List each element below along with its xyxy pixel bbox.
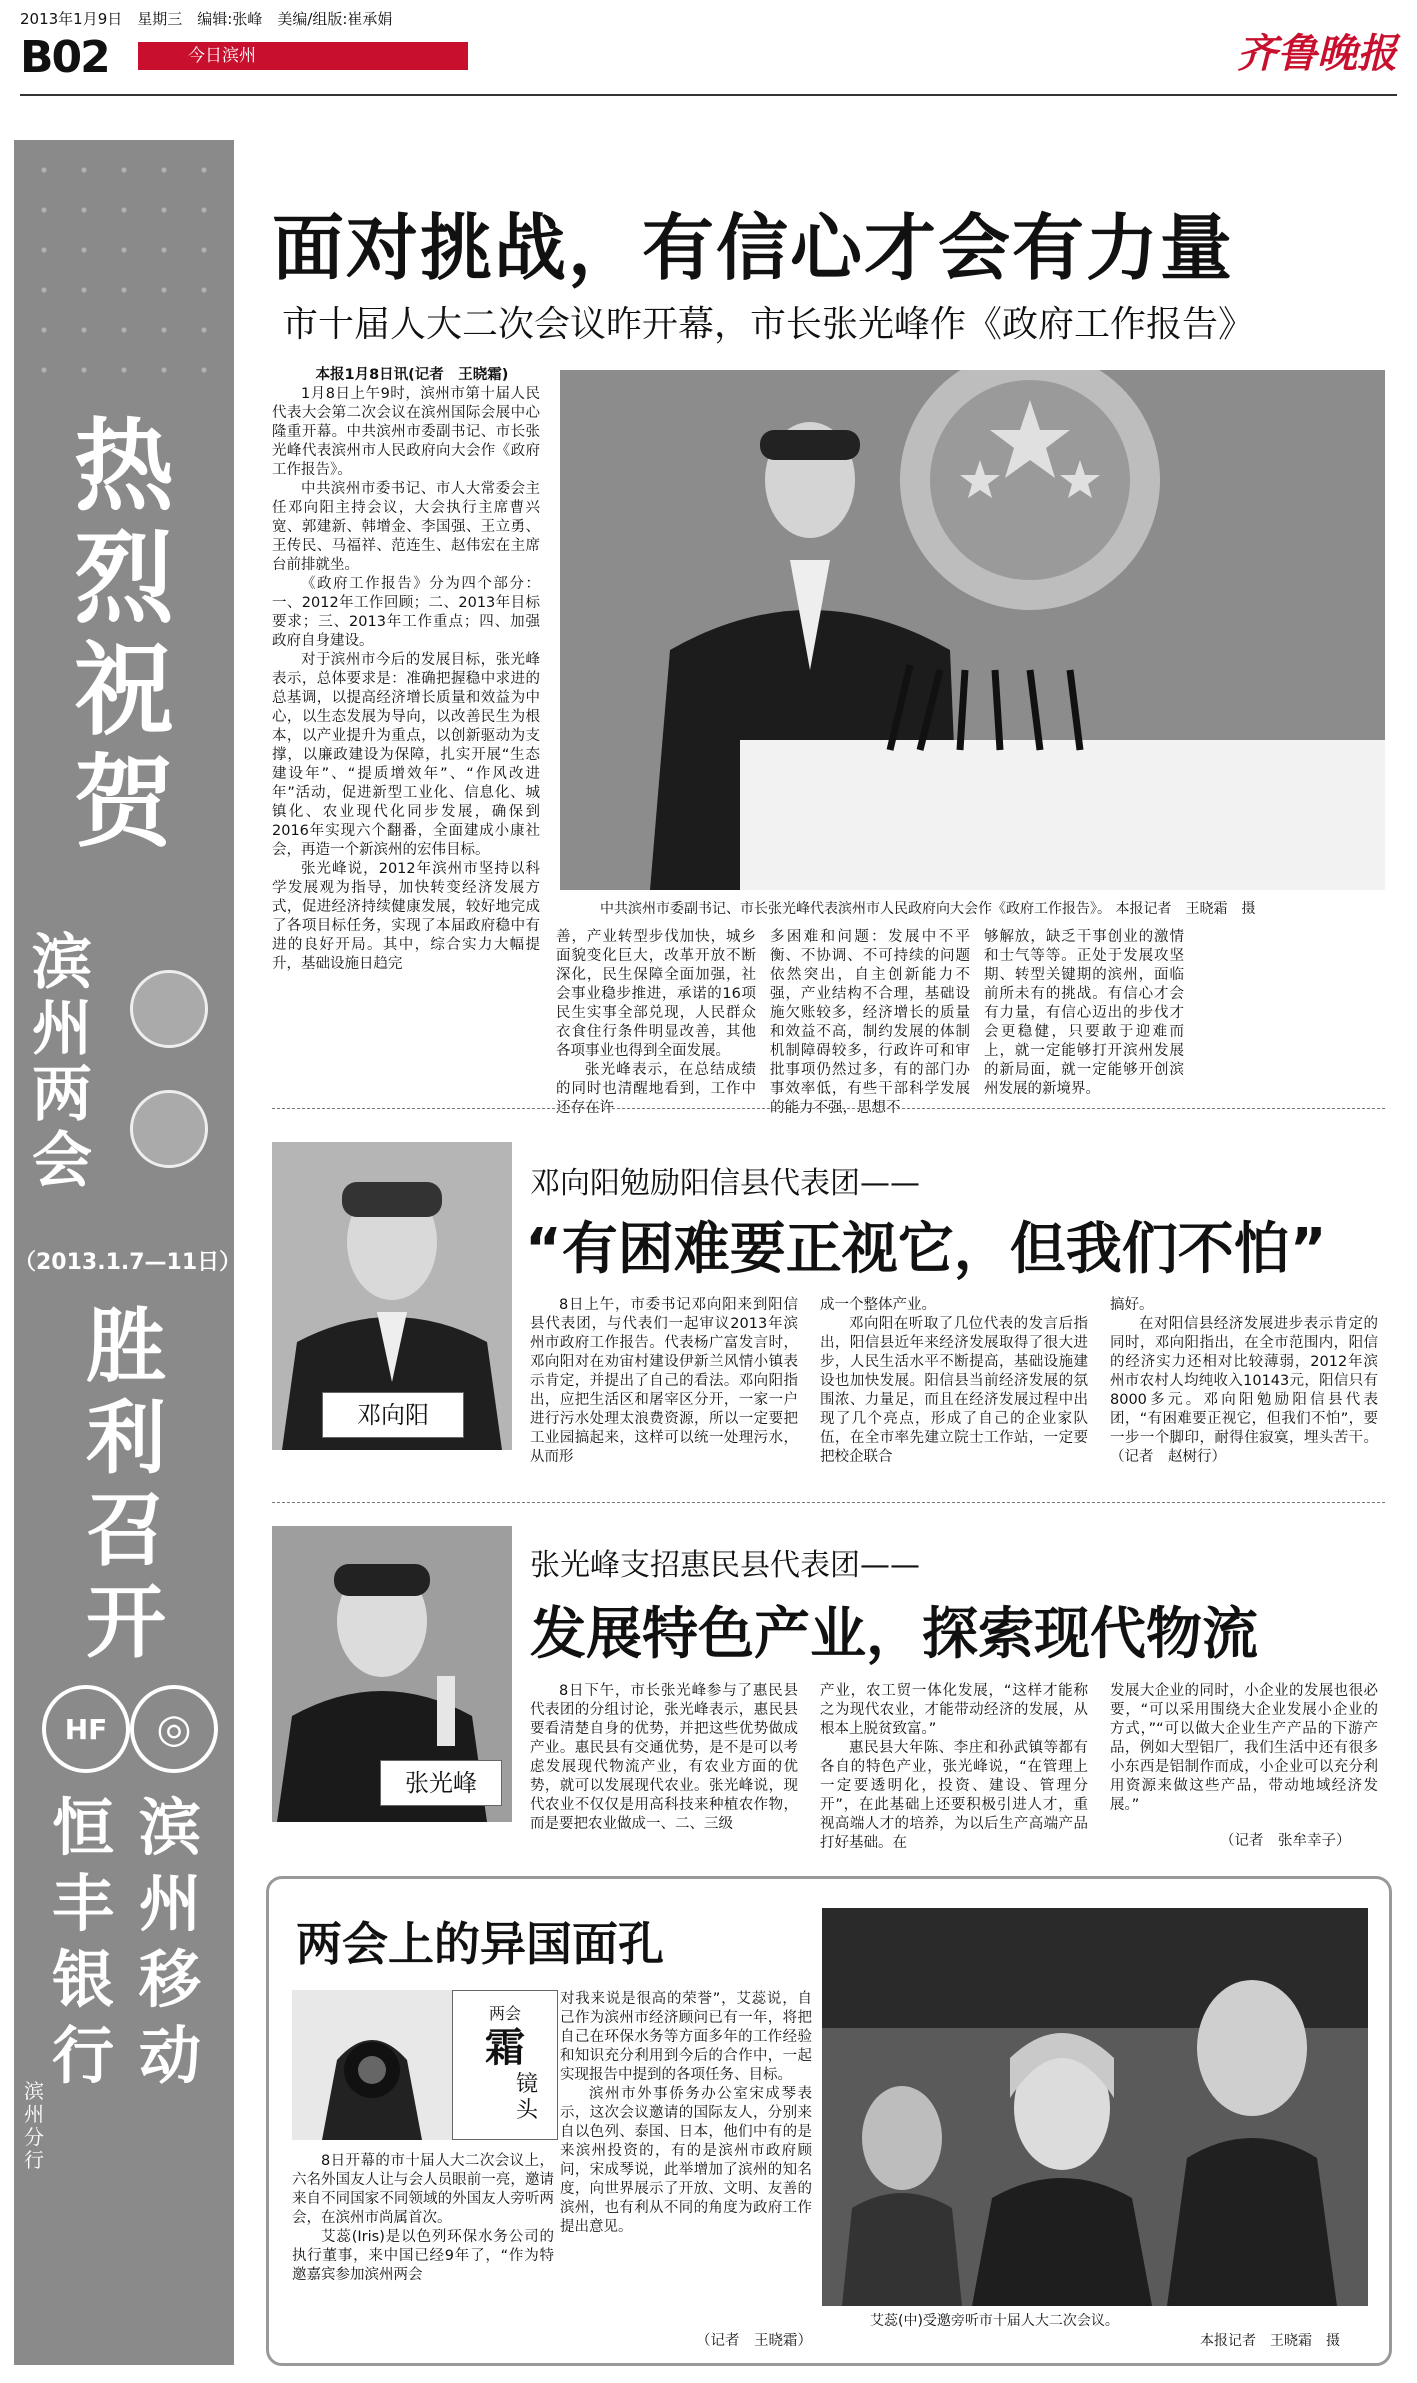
story2-paragraph: 8日上午，市委书记邓向阳来到阳信县代表团，与代表们一起审议2013年滨州市政府工作报告。代表杨广富发言时，邓向阳对在劝宙村建设伊新兰风情小镇表示肯定，并提出了自己的看法。邓向阳指出，应把生活区和屠宰区分开，一家一户进行污水处理太浪费资源，所以一定要把工业园搞起来，这样可以统一处理污水，从而形 [530, 1297, 798, 1465]
sidebar-char: 动 [138, 2019, 201, 2092]
sidebar-char: 胜 [86, 1299, 166, 1393]
story3-paragraph: 发展大企业的同时，小企业的发展也很必要，“可以采用围绕大企业发展小企业的方式，”“可以做大企业生产产品的下游产品，例如大型铝厂，我们生活中还有很多小东西是铝制作而成，小企业可以充分利用资源来做这些产品，带动地域经济发展。” [1110, 1683, 1378, 1813]
sidebar-char: 恒 [51, 1791, 114, 1864]
badge-top-text: 两会 [488, 2004, 521, 2023]
story3-headline: 发展特色产业，探索现代物流 [530, 1602, 1258, 1667]
lead-headline: 面对挑战，有信心才会有力量 [272, 206, 1235, 290]
china-mobile-logo: ◎ [130, 1685, 218, 1773]
story3-paragraph: 惠民县大年陈、李庄和孙武镇等都有各自的特色产业，张光峰说，“在管理上一定要透明化，投资、建设、管理分开”，在此基础上还要积极引进人才，重视高端人才的培养，为以后生产高端产品打好基础。在 [820, 1740, 1088, 1851]
sidebar-char: 利 [86, 1391, 166, 1485]
newspaper-logo: 齐鲁晚报 [1237, 30, 1397, 77]
lead-photo-caption: 中共滨州市委副书记、市长张光峰代表滨州市人民政府向大会作《政府工作报告》。 本报记者 王晓霜 摄 [600, 901, 1256, 917]
story4-column-left [292, 2152, 554, 2285]
story4-photo-credit: 本报记者 王晓霜 摄 [1200, 2333, 1340, 2349]
lead-byline: 本报1月8日讯(记者 王晓霜) [315, 367, 509, 383]
story3-column-1 [530, 1682, 798, 1834]
photographer-with-camera-image [292, 1990, 452, 2140]
story2-kicker: 邓向阳勉励阳信县代表团—— [530, 1166, 920, 1201]
sponsor-binzhou-mobile [135, 1790, 205, 2094]
story3-kicker: 张光峰支招惠民县代表团—— [530, 1548, 920, 1583]
sidebar-pattern [14, 140, 234, 400]
story4-column-right [560, 1990, 812, 2237]
conference-audience-image [822, 1908, 1368, 2306]
zhang-name-card: 张光峰 [380, 1760, 502, 1806]
lead-paragraph: 善，产业转型步伐加快，城乡面貌变化巨大，改革开放不断深化，民生保障全面加强，社会事业稳步推进，承诺的16项民生实事全部兑现，人民群众衣食住行条件明显改善，其他各项事业也得到全面发展。 [556, 929, 756, 1059]
sidebar-event [32, 930, 102, 1194]
sidebar-char: 滨 [138, 1791, 201, 1864]
bank-branch-label [22, 2080, 46, 2172]
sidebar-char: 滨 [32, 928, 92, 998]
reporter-photo [292, 1990, 452, 2140]
story2-paragraph: 搞好。 [1110, 1297, 1154, 1313]
sidebar-char: 祝 [74, 631, 174, 749]
sidebar-char: 滨 [24, 2079, 44, 2103]
header-rule [20, 94, 1397, 96]
sidebar-char: 热 [74, 407, 174, 525]
lead-photo [560, 370, 1385, 890]
story3-column-2 [820, 1682, 1088, 1853]
story2-column-2 [820, 1296, 1088, 1467]
deng-name-card: 邓向阳 [322, 1392, 464, 1438]
lead-column-1 [272, 366, 540, 974]
story2-paragraph: 成一个整体产业。 [820, 1297, 936, 1313]
story2-column-1 [530, 1296, 798, 1467]
lead-paragraph: 对于滨州市今后的发展目标，张光峰表示，总体要求是：准确把握稳中求进的总基调，以提高经济增长质量和效益为中心，以生态发展为导向，以改善民生为根本，以产业提升为重点，以创新驱动为支撑，以廉政建设为保障，扎实开展“生态建设年”、“提质增效年”、“作风改进年”活动，促进新型工业化、信息化、城镇化、农业现代化同步发展，确保到2016年实现六个翻番，全面建成小康社会，再造一个新滨州的宏伟目标。 [272, 652, 540, 858]
section-divider [272, 1502, 1385, 1503]
sidebar-success [56, 1300, 196, 1668]
sidebar-char: 烈 [74, 519, 174, 637]
sidebar-char: 开 [86, 1575, 166, 1669]
sidebar-celebrate [14, 407, 234, 861]
story3-column-3 [1110, 1682, 1378, 1815]
story4-paragraph: 对我来说是很高的荣誉”，艾蕊说，自己作为滨州市经济顾问已有一年，将把自己在环保水务等方面多年的工作经验和知识充分利用到今后的合作中，一起实现报告中提到的各项任务、目标。 [560, 1991, 812, 2083]
story4-paragraph: 滨州市外事侨务办公室宋成琴表示，这次会议邀请的国际友人，分别来自以色列、泰国、日本，他们中有的是来滨州投资的，有的是滨州市政府顾问，宋成琴说，此举增加了滨州的知名度，向世界展示了开放、文明、友善的滨州，也有利从不同的角度为政府工作提出意见。 [560, 2086, 812, 2235]
sidebar-char: 贺 [74, 743, 174, 861]
story3-byline: （记者 张牟幸子） [1220, 1833, 1351, 1849]
sidebar-char: 移 [138, 1943, 201, 2016]
sidebar-char: 州 [138, 1867, 201, 1940]
sidebar-char: 州 [24, 2102, 44, 2126]
sidebar-char: 会 [32, 1126, 92, 1196]
sponsor-hengfeng-bank [48, 1790, 118, 2094]
lead-paragraph: 多困难和问题：发展中不平衡、不协调、不可持续的问题依然突出，自主创新能力不强，产业结构不合理，基础设施欠账较多，经济增长的质量和效益不高，制约发展的体制机制障碍较多，行政许可和审批事项仍然过多，有的部门办事效率低，有些干部科学发展的能力不强，思想不 [770, 929, 970, 1116]
page-number: B02 [20, 32, 109, 83]
lead-paragraph: 中共滨州市委书记、市人大常委会主任邓向阳主持会议，大会执行主席曹兴宽、郭建新、韩增金、李国强、王立勇、王传民、马福祥、范连生、赵伟宏在主席台前排就坐。 [272, 481, 540, 573]
sidebar-char: 银 [51, 1943, 114, 2016]
sidebar-char: 两 [32, 1060, 92, 1130]
badge-bottom-text: 镜头 [515, 2072, 538, 2123]
story2-headline: “有困难要正视它，但我们不怕” [525, 1217, 1327, 1282]
issue-date-line: 2013年1月9日 星期三 编辑:张峰 美编/组版:崔承娟 [20, 10, 393, 28]
speaker-at-podium-image [560, 370, 1385, 890]
lead-subhead: 市十届人大二次会议昨开幕，市长张光峰作《政府工作报告》 [282, 304, 1255, 345]
story4-paragraph: 8日开幕的市十届人大二次会议上，六名外国友人让与会人员眼前一亮，邀请来自不同国家不同领域的外国友人旁听两会，在滨州市尚属首次。 [292, 2153, 554, 2226]
section-tag: 今日滨州 [138, 42, 468, 70]
lead-paragraph: 够解放，缺乏干事创业的激情和士气等等。正处于发展攻坚期、转型关键期的滨州，面临前所未有的挑战。有信心才会有力量，有信心迈出的步伐才会更稳健，只要敢于迎难而上，就一定能够打开滨州发展的新局面，就一定能够开创滨州发展的新境界。 [984, 929, 1184, 1097]
lead-column-4 [984, 928, 1184, 1099]
story2-paragraph: 在对阳信县经济发展进步表示肯定的同时，邓向阳指出，在全市范围内，阳信的经济实力还相对比较薄弱，2012年滨州市农村人均纯收入10143元，阳信只有8000多元。邓向阳勉励阳信县代表团，“有困难要正视它，但我们不怕”，要一步一个脚印，耐得住寂寞，埋头苦干。（记者 赵树行） [1110, 1316, 1378, 1465]
story4-headline: 两会上的异国面孔 [296, 1917, 664, 1971]
lead-paragraph: 《政府工作报告》分为四个部分：一、2012年工作回顾；二、2013年目标要求；三、2013年工作重点；四、加强政府自身建设。 [272, 576, 540, 649]
hengfeng-logo-letters: HF [64, 1712, 108, 1746]
sidebar-char: 州 [32, 994, 92, 1064]
national-emblem-icon [130, 970, 208, 1048]
story3-paragraph: 8日下午，市长张光峰参与了惠民县代表团的分组讨论，张光峰表示，惠民县要看清楚自身的优势，并把这些优势做成产业。惠民县有交通优势，是不是可以考虑发展现代物流产业，有农业方面的优势，就可以发展现代农业。张光峰说，现代农业不仅仅是用高科技来种植农作物，而是要把农业做成一、二、三级 [530, 1683, 798, 1832]
foreign-guests-photo [822, 1908, 1368, 2306]
story2-column-3 [1110, 1296, 1378, 1467]
lead-paragraph: 张光峰表示，在总结成绩的同时也清醒地看到，工作中还存在许 [556, 1062, 756, 1116]
story4-byline: （记者 王晓霜） [696, 2333, 812, 2349]
party-emblem-icon [130, 1090, 208, 1168]
sidebar-char: 召 [86, 1483, 166, 1577]
story3-paragraph: 产业，农工贸一体化发展，“这样才能称之为现代农业，才能带动经济的发展，从根本上脱贫致富。” [820, 1683, 1088, 1737]
story4-paragraph: 艾蕊(Iris)是以色列环保水务公司的执行董事，来中国已经9年了，“作为特邀嘉宾参加滨州两会 [292, 2229, 554, 2283]
sidebar-char: 丰 [51, 1867, 114, 1940]
lead-column-2 [556, 928, 756, 1118]
column-badge [452, 1990, 558, 2140]
lead-paragraph: 张光峰说，2012年滨州市坚持以科学发展观为指导，加快转变经济发展方式，促进经济持续健康发展，较好地完成了各项目标任务，实现了本届政府稳中有进的良好开局。其中，综合实力大幅提升，基础设施日趋完 [272, 861, 540, 972]
lead-paragraph: 1月8日上午9时，滨州市第十届人民代表大会第二次会议在滨州国际会展中心隆重开幕。中共滨州市委副书记、市长张光峰代表滨州市人民政府向大会作《政府工作报告》。 [272, 386, 540, 478]
hengfeng-bank-logo [42, 1685, 130, 1773]
event-dates: （2013.1.7—11日） [14, 1250, 242, 1275]
sidebar-char: 分 [24, 2125, 44, 2149]
sidebar-char: 行 [24, 2148, 44, 2172]
lead-column-3 [770, 928, 970, 1118]
section-divider [272, 1108, 1385, 1109]
story2-paragraph: 邓向阳在听取了几位代表的发言后指出，阳信县近年来经济发展取得了很大进步，人民生活水平不断提高，基础设施建设也加快发展。阳信县当前经济发展的氛围浓、力量足，而且在经济发展过程中出现了几个亮点，形成了自己的企业家队伍，在全市率先建立院士工作站，一定要把校企联合 [820, 1316, 1088, 1465]
story4-photo-caption: 艾蕊(中)受邀旁听市十届人大二次会议。 [870, 2313, 1119, 2329]
badge-big-text: 霜 [485, 2024, 525, 2071]
sidebar-char: 行 [51, 2019, 114, 2092]
